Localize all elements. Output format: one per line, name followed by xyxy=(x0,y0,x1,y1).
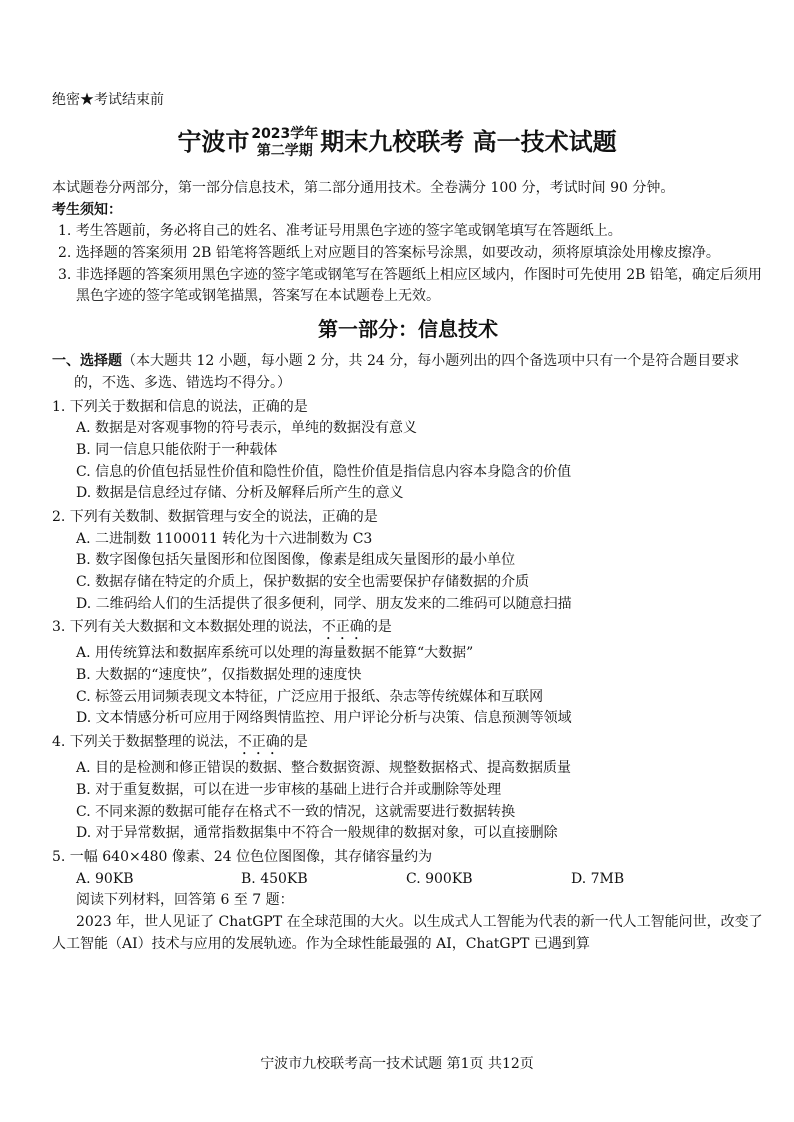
stem-text: 的是 xyxy=(363,619,392,636)
notice-list xyxy=(52,221,764,308)
option-b: B. 大数据的“速度快”，仅指数据处理的速度快 xyxy=(76,667,362,684)
option-c: C. 标签云用词频表现文本特征，广泛应用于报纸、杂志等传统媒体和互联网 xyxy=(76,688,544,705)
option-a: A. 90KB xyxy=(76,870,134,887)
option-a: A. 目的是检测和修正错误的数据、整合数据资源、规整数据格式、提高数据质量 xyxy=(76,760,572,777)
question-stem xyxy=(52,732,764,758)
notice-item: 3. 非选择题的答案须用黑色字迹的签字笔或钢笔写在答题纸上相应区域内，作图时可先使用 2B 铅笔，确定后须用黑色字迹的签字笔或钢笔描黑，答案写在本试题卷上无效。 xyxy=(58,266,762,305)
option-a: A. 用传统算法和数据库系统可以处理的海量数据不能算“大数据” xyxy=(76,645,474,662)
stem-emphasis: 不正确 xyxy=(237,734,280,751)
question-1 xyxy=(52,397,764,505)
option-d: D. 对于异常数据，通常指数据集中不符合一般规律的数据对象，可以直接删除 xyxy=(76,825,558,842)
option-b: B. 对于重复数据，可以在进一步审核的基础上进行合并或删除等处理 xyxy=(76,781,502,798)
question-stem xyxy=(52,617,764,643)
title-term: 第二学期 xyxy=(256,143,313,159)
option-d: D. 数据是信息经过存储、分析及解释后所产生的意义 xyxy=(76,485,404,502)
material-intro: 阅读下列材料，回答第 6 至 7 题： xyxy=(76,892,294,909)
option-b: B. 同一信息只能依附于一种载体 xyxy=(76,441,278,458)
option-a: A. 数据是对客观事物的符号表示，单纯的数据没有意义 xyxy=(76,420,418,437)
section-desc: （本大题共 12 小题，每小题 2 分，共 24 分，每小题列出的四个备选项中只有一个是符合题目要求的，不选、多选、错选均不得分。） xyxy=(74,353,740,391)
option-b: B. 450KB xyxy=(241,870,308,887)
title-year: 2023学年 xyxy=(251,126,319,143)
title-city: 宁波市 xyxy=(177,128,250,156)
page-title xyxy=(0,124,794,161)
question-stem: 2. 下列有关数制、数据管理与安全的说法，正确的是 xyxy=(52,508,378,525)
notice-heading: 考生须知： xyxy=(52,201,122,218)
question-stem: 1. 下列关于数据和信息的说法，正确的是 xyxy=(52,398,308,415)
question-5 xyxy=(52,847,764,890)
option-b: B. 数字图像包括矢量图形和位图图像，像素是组成矢量图形的最小单位 xyxy=(76,552,516,569)
notice-item: 2. 选择题的答案须用 2B 铅笔将答题纸上对应题目的答案标号涂黑，如要改动，须将原填涂处用橡皮擦净。 xyxy=(58,245,720,262)
stem-emphasis: 不正确 xyxy=(321,619,364,636)
material-text: 2023 年，世人见证了 ChatGPT 在全球范围的大火。以生成式人工智能为代表的新一代人工智能问世，改变了人工智能（AI）技术与应用的发展轨迹。作为全球性能最强的 AI，ChatGPT 已遇到算 xyxy=(52,913,763,952)
question-4 xyxy=(52,732,764,845)
question-3 xyxy=(52,617,764,730)
stem-text: 的是 xyxy=(279,734,308,751)
option-d: D. 7MB xyxy=(571,870,625,887)
option-c: C. 900KB xyxy=(406,870,473,887)
part-title: 第一部分：信息技术 xyxy=(318,317,498,342)
question-2 xyxy=(52,507,764,615)
option-c: C. 信息的价值包括显性价值和隐性价值，隐性价值是指信息内容本身隐含的价值 xyxy=(76,463,572,480)
intro-text: 本试题卷分两部分，第一部分信息技术，第二部分通用技术。全卷满分 100 分，考试时间 90 分钟。 xyxy=(52,180,675,196)
option-a: A. 二进制数 1100011 转化为十六进制数为 C3 xyxy=(76,530,373,547)
stem-text: 3. 下列有关大数据和文本数据处理的说法， xyxy=(52,619,322,636)
section-label: 一、选择题 xyxy=(52,353,122,370)
option-d: D. 文本情感分析可应用于网络舆情监控、用户评论分析与决策、信息预测等领域 xyxy=(76,710,572,727)
section-heading xyxy=(52,351,764,394)
notice-item: 1. 考生答题前，务必将自己的姓名、准考证号用黑色字迹的签字笔或钢笔填写在答题纸上。 xyxy=(58,223,622,240)
confidential-mark: 绝密★考试结束前 xyxy=(52,92,164,108)
title-exam: 期末九校联考 高一技术试题 xyxy=(320,128,617,156)
title-term-stack xyxy=(251,126,318,160)
option-c: C. 数据存储在特定的介质上，保护数据的安全也需要保护存储数据的介质 xyxy=(76,574,530,590)
option-d: D. 二维码给人们的生活提供了很多便利，同学、朋友发来的二维码可以随意扫描 xyxy=(76,595,572,612)
option-c: C. 不同来源的数据可能存在格式不一致的情况，这就需要进行数据转换 xyxy=(76,803,516,820)
option-row xyxy=(52,869,764,891)
exam-body xyxy=(52,178,764,955)
question-stem: 5. 一幅 640×480 像素、24 位色位图图像，其存储容量约为 xyxy=(52,848,433,865)
stem-text: 4. 下列关于数据整理的说法， xyxy=(52,734,238,751)
page-footer: 宁波市九校联考高一技术试题 第1页 共12页 xyxy=(260,1056,534,1072)
